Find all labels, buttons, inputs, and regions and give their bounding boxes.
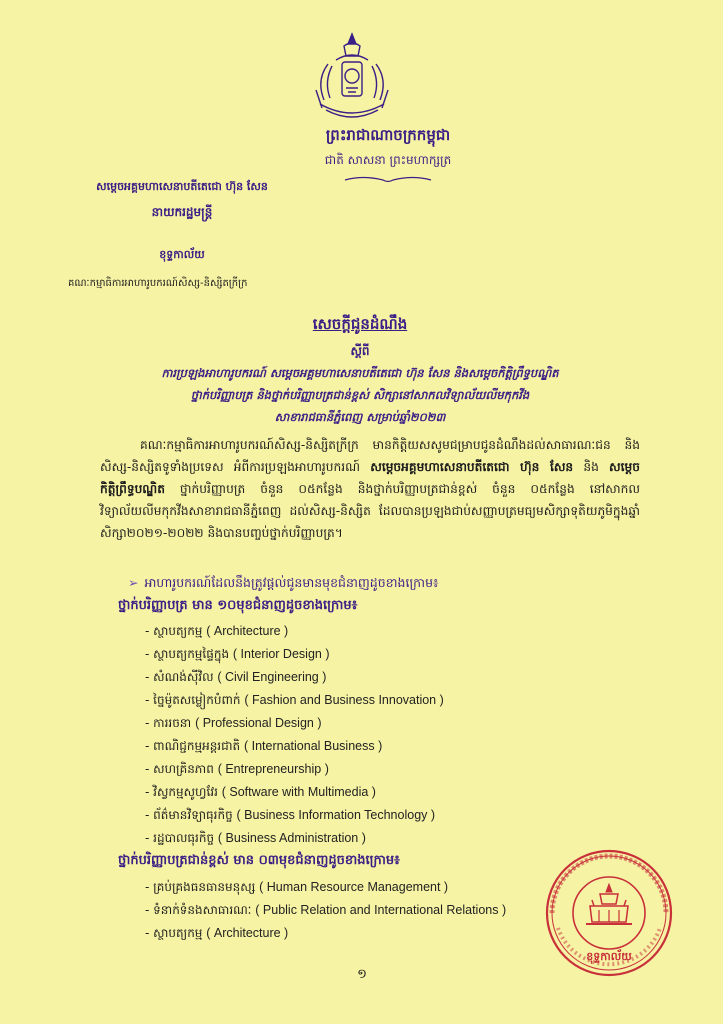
- body-bold-2: សម្ដេចកិត្តិព្រឹទ្ធបណ្ឌិត: [100, 460, 640, 496]
- program-en: ( International Business ): [243, 739, 383, 753]
- program-km: - ព័ត៌មានវិទ្យាធុរកិច្ច: [145, 808, 233, 822]
- program-km: - គ្រប់គ្រងធនធានមនុស្ស: [145, 880, 256, 894]
- body-text-2: និង: [573, 460, 610, 474]
- program-km: - ច្នៃម៉ូតសម្លៀកបំពាក់: [145, 693, 241, 707]
- royal-emblem-icon: [306, 30, 398, 122]
- list-item: [145, 712, 444, 735]
- list-item: [145, 922, 506, 945]
- list-item: [145, 781, 444, 804]
- body-text-1: គណៈកម្មាធិការអាហារូបករណ៍សិស្ស-និស្សិតក្រីក្រ មានកិត្តិយសសូមជម្រាបជូនដំណឹងដល់សាធារណៈជន និងសិស្ស-និស្សិតទូទាំងប្រទេស អំពីការប្រឡងអាហារូបករណ៍: [100, 438, 640, 474]
- issuer-office: ខុទ្ទកាល័យ: [159, 248, 205, 261]
- program-en: ( Public Relation and International Relations ): [255, 903, 507, 917]
- program-en: ( Human Resource Management ): [259, 880, 449, 894]
- kingdom-title: ព្រះរាជាណាចក្រកម្ពុជា: [325, 126, 451, 144]
- stamp-text: ខុទ្ទកាល័យ: [586, 950, 632, 963]
- program-km: - វិស្វកម្មសូហ្វវែរ: [145, 785, 218, 799]
- issuer-name: សម្ដេចអគ្គមហាសេនាបតីតេជោ ហ៊ុន សែន: [96, 180, 268, 193]
- list-item: [145, 876, 506, 899]
- issuer-title: នាយករដ្ឋមន្រ្តី: [151, 205, 213, 219]
- master-heading: ថ្នាក់បរិញ្ញាបត្រជាន់ខ្ពស់ មាន ០៣មុខជំនាញដូចខាងក្រោម៖: [118, 853, 400, 868]
- program-en: ( Business Administration ): [217, 831, 366, 845]
- program-en: ( Civil Engineering ): [217, 670, 327, 684]
- list-item: [145, 643, 444, 666]
- issuer-block: [68, 180, 292, 291]
- list-item: [145, 827, 444, 850]
- body-text-3: ថ្នាក់បរិញ្ញាបត្រ ចំនួន ០៥កន្លែង និងថ្នាក់បរិញ្ញាបត្រជាន់ខ្ពស់ ចំនួន ០៥កន្លែង នៅសាកលវិទ្យាល័យលីមកុកវីងសាខារាជធានីភ្នំពេញ ដល់សិស្ស-និស្សិត ដែលបានប្រឡងជាប់សញ្ញាបត្រមធ្យមសិក្សាទុតិយភូមិក្នុងឆ្នាំសិក្សា២០២១-២០២២ និងបានបញ្ចប់ថ្នាក់បរិញ្ញាបត្រ។: [100, 482, 640, 540]
- program-en: ( Architecture ): [206, 624, 289, 638]
- national-motto: ជាតិ សាសនា ព្រះមហាក្សត្រ: [324, 153, 452, 167]
- list-item: [145, 689, 444, 712]
- program-en: ( Fashion and Business Innovation ): [244, 693, 444, 707]
- official-stamp-icon: [544, 848, 674, 978]
- program-en: ( Architecture ): [206, 926, 289, 940]
- arrow-bullet-icon: ➢: [128, 575, 139, 590]
- page-number: ១: [357, 967, 367, 982]
- program-km: - ស្ថាបត្យកម្មផ្ទៃក្នុង: [145, 647, 230, 661]
- program-km: - ការរចនា: [145, 716, 192, 730]
- program-km: - ពាណិជ្ជកម្មអន្តរជាតិ: [145, 739, 241, 753]
- notice-title-block: [110, 315, 610, 427]
- issuer-committee: គណៈកម្មាធិការអាហារូបករណ៍សិស្ស-និស្សិតក្រីក្រ: [68, 278, 248, 289]
- list-item: [145, 804, 444, 827]
- program-km: - រដ្ឋបាលធុរកិច្ច: [145, 831, 215, 845]
- notice-line-2: ថ្នាក់បរិញ្ញាបត្រ និងថ្នាក់បរិញ្ញាបត្រជាន់ខ្ពស់ សិក្សានៅសាកលវិទ្យាល័យលីមកុកវីង: [190, 388, 530, 402]
- scholarship-intro: [128, 575, 439, 594]
- program-en: ( Software with Multimedia ): [221, 785, 376, 799]
- program-km: - ស្ថាបត្យកម្ម: [145, 624, 203, 638]
- program-km: - សហគ្រិនភាព: [145, 762, 214, 776]
- list-item: [145, 666, 444, 689]
- program-km: - ស្ថាបត្យកម្ម: [145, 926, 203, 940]
- bachelor-program-list: [145, 620, 444, 850]
- program-en: ( Professional Design ): [195, 716, 322, 730]
- program-en: ( Entrepreneurship ): [217, 762, 329, 776]
- notice-title: សេចក្ដីជូនដំណឹង: [312, 315, 408, 333]
- kingdom-header: [268, 126, 508, 185]
- list-item: [145, 735, 444, 758]
- program-en: ( Business Information Technology ): [236, 808, 436, 822]
- scholarship-intro-text: អាហារូបករណ៍ដែលនឹងត្រូវផ្ដល់ជូនមានមុខជំនាញដូចខាងក្រោម៖: [144, 575, 439, 590]
- bachelor-heading: ថ្នាក់បរិញ្ញាបត្រ មាន ១០មុខជំនាញដូចខាងក្រោម៖: [118, 598, 358, 613]
- list-item: [145, 620, 444, 643]
- list-item: [145, 758, 444, 781]
- body-paragraph: [100, 434, 640, 544]
- notice-line-3: សាខារាជធានីភ្នំពេញ សម្រាប់ឆ្នាំ២០២៣: [274, 410, 446, 424]
- notice-subtitle: ស្ដីពី: [350, 344, 370, 358]
- body-bold-1: សម្ដេចអគ្គមហាសេនាបតីតេជោ ហ៊ុន សែន: [370, 460, 574, 474]
- master-program-list: [145, 876, 506, 945]
- list-item: [145, 899, 506, 922]
- program-km: - ទំនាក់ទំនងសាធារណៈ: [145, 903, 252, 917]
- ornament-divider-icon: [343, 175, 433, 185]
- notice-line-1: ការប្រឡងអាហារូបករណ៍ សម្ដេចអគ្គមហាសេនាបតីតេជោ ហ៊ុន សែន និងសម្ដេចកិត្តិព្រឹទ្ធបណ្ឌិត: [161, 366, 559, 380]
- program-en: ( Interior Design ): [232, 647, 330, 661]
- program-km: - សំណង់ស៊ីវិល: [145, 670, 214, 684]
